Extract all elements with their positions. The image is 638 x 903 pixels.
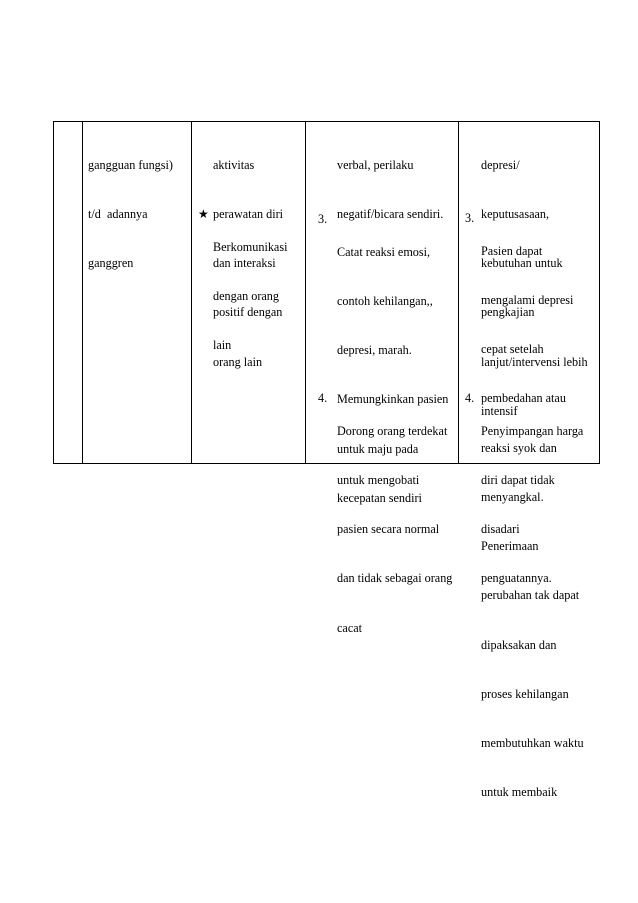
list-number: 4.	[465, 391, 475, 405]
text-line: mengalami depresi	[481, 293, 574, 308]
text-line: cepat setelah	[481, 342, 544, 357]
intervention-item-4	[337, 390, 452, 669]
column-divider	[191, 122, 192, 463]
text-line: dan interaksi	[213, 256, 276, 271]
text-line: dengan orang	[213, 289, 279, 304]
text-line: disadari	[481, 522, 520, 537]
text-line: lanjut/intervensi lebih	[481, 354, 588, 369]
text-line: kecepatan sendiri	[337, 490, 422, 505]
care-plan-table	[53, 121, 600, 800]
text-line: kebutuhan untuk	[481, 256, 563, 271]
text-line: pembedahan atau	[481, 391, 566, 406]
text-line: orang lain	[213, 354, 263, 369]
text-line: ganggren	[88, 256, 134, 271]
text-line: penguatannya.	[481, 571, 552, 586]
text-line: proses kehilangan	[481, 686, 569, 701]
text-line: dipaksakan dan	[481, 637, 557, 652]
text-line: keputusasaan,	[481, 207, 550, 222]
column-divider	[458, 122, 459, 463]
text-line: pengkajian	[481, 305, 535, 320]
text-line: reaksi syok dan	[481, 440, 557, 455]
text-line: Penyimpangan harga	[481, 423, 584, 438]
text-line: membutuhkan waktu	[481, 736, 584, 750]
text-line: untuk mengobati	[337, 473, 420, 488]
text-line: lain	[213, 338, 232, 353]
text-line: dan tidak sebagai orang	[337, 571, 453, 586]
rationale-item-4	[481, 390, 583, 620]
text-line: menyangkal.	[481, 489, 544, 504]
text-line: intensif	[481, 403, 518, 418]
criteria-bullet-item	[213, 206, 287, 386]
text-line: cacat	[337, 620, 363, 635]
text-line: diri dapat tidak	[481, 473, 555, 488]
list-number: 3.	[318, 212, 328, 226]
text-line: Pasien dapat	[481, 243, 543, 258]
star-bullet-icon: ★	[198, 207, 209, 221]
diagnosis-cell	[88, 124, 173, 304]
text-line: t/d adannya	[88, 207, 148, 222]
text-line: depresi, marah.	[337, 343, 412, 358]
text-line: perawatan diri	[213, 207, 284, 222]
list-number: 3.	[465, 211, 475, 225]
column-divider	[305, 122, 306, 463]
text-line: pasien secara normal	[337, 522, 440, 537]
text-line: Dorong orang terdekat	[337, 423, 448, 438]
text-line: Memungkinkan pasien	[337, 392, 449, 407]
text-line: Catat reaksi emosi,	[337, 244, 431, 259]
text-line: aktivitas	[213, 157, 255, 172]
text-line: depresi/	[481, 157, 520, 172]
text-line: perubahan tak dapat	[481, 588, 580, 603]
column-divider	[82, 122, 83, 463]
text-line: negatif/bicara sendiri.	[337, 207, 444, 222]
text-line: positif dengan	[213, 305, 283, 320]
text-line: untuk maju pada	[337, 441, 419, 456]
text-line: Penerimaan	[481, 539, 539, 554]
text-line: verbal, perilaku	[337, 157, 414, 172]
list-number: 4.	[318, 391, 328, 405]
text-line: Berkomunikasi	[213, 239, 288, 254]
text-line: gangguan fungsi)	[88, 157, 173, 172]
text-line: untuk membaik	[481, 785, 558, 800]
text-line: contoh kehilangan,,	[337, 294, 433, 309]
